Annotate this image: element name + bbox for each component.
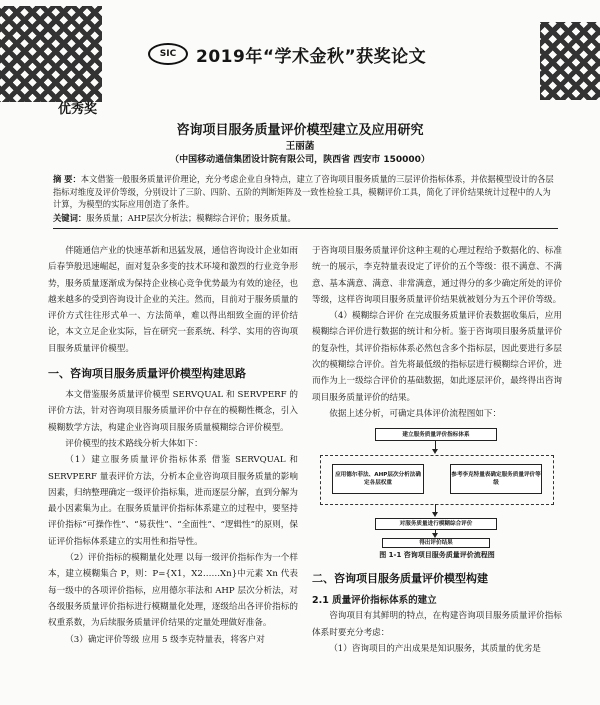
subsection-heading: 2.1 质量评价指标体系的建立 — [312, 595, 437, 607]
section-heading-2: 二、咨询项目服务质量评价模型构建 — [312, 572, 488, 586]
flow-box-result: 得出评价结果 — [382, 538, 490, 548]
section-heading-1: 一、咨询项目服务质量评价模型构建思路 — [48, 367, 246, 381]
banner-title: 2019年“学术金秋”获奖论文 — [196, 46, 427, 67]
left-column — [48, 243, 298, 648]
sic-logo-icon: SIC — [148, 43, 188, 65]
paragraph: 于咨询项目服务质量评价这种主观的心理过程给予数据化的、标准统一的展示，李克特量表设定了评价的五个等级：很不满意、不满意、基本满意、满意、非常满意，通过得分的多少确定所处的评价等级，这样咨询项目服务质量评价结果就被划分为五个评价等级。 — [312, 246, 562, 305]
abstract-label: 摘 要： — [53, 174, 81, 184]
decorative-hatch-right — [540, 22, 600, 100]
right-column — [312, 243, 562, 657]
paragraph: （2）评价指标的模糊量化处理 以每一级评价指标作为一个样本，建立模糊集合 P，则：P={X1，X2……Xn}中元素 Xn 代表每一级中的各项评价指标，应用德尔菲法和 AHP 层次分析法，对各级服务质量评价指标进行模糊量化处理，逐级给出各评价指标的权重系数，为后续服务质量评价结果的定量处理做好准备。 — [48, 553, 298, 629]
abstract — [53, 173, 558, 211]
figure-caption: 图 1-1 咨询项目服务质量评价流程图 — [379, 551, 495, 560]
decorative-hatch-left — [0, 6, 102, 102]
journal-banner — [148, 42, 440, 66]
flow-arrow-icon — [432, 512, 438, 517]
paper-title: 咨询项目服务质量评价模型建立及应用研究 — [176, 123, 424, 138]
abstract-divider — [53, 228, 558, 229]
flow-box-fuzzy-evaluation: 对服务质量进行模糊综合评价 — [375, 518, 497, 530]
keywords-text: 服务质量；AHP层次分析法；模糊综合评价；服务质量。 — [86, 213, 296, 223]
keywords — [53, 212, 558, 224]
flow-box-weights: 应用德尔菲法、AHP层次分析法确定各层权重 — [332, 464, 424, 494]
paragraph: 本文借鉴服务质量评价模型 SERVQUAL 和 SERVPERF 的评价方法，针对咨询项目服务质量评价中存在的模糊性概念，引入模糊数学方法，构建企业咨询项目服务质量模糊综合评价模型。 — [48, 390, 298, 433]
flow-box-indicator-system: 建立服务质量评价指标体系 — [375, 428, 497, 441]
paragraph: （1）建立服务质量评价指标体系 借鉴 SERVQUAL 和 SERVPERF 量表评价方法，分析本企业咨询项目服务质量的影响因素，归纳整理确定一级评价指标集，进而逐层分解，直到分解为最小因素集为止。在服务质量评价指标体系建立的过程中，要坚持评价指标“可操作性”、“易获性”、“全面性”、“逻辑性”的原则，保证评价指标体系建立的实用性和指导性。 — [48, 455, 298, 547]
evaluation-flowchart — [320, 428, 556, 546]
flow-arrow-icon — [432, 449, 438, 454]
paragraph: （4）模糊综合评价 在完成服务质量评价表数据收集后，应用模糊综合评价进行数据的统计和分析。鉴于咨询项目服务质量评价的复杂性，其评价指标体系必然包含多个指标层，因此要进行多层次的模糊综合评价。首先将最低级的指标层进行模糊综合评价，进而作为上一级综合评价的基础数据，如此逐层评价，最终得出咨询项目服务质量评价的结果。 — [312, 311, 562, 403]
paragraph: 伴随通信产业的快速革新和迅猛发展，通信咨询设计企业如雨后春笋般迅速崛起，面对复杂多变的技术环境和激烈的行业竞争形势，服务质量逐渐成为保持企业核心竞争优势最为有效的途径，也越来越多的受到咨询设计企业的关注。然而，目前对于服务质量的评价方式往往形式单一、方法简单，难以得出细致全面的评价结论，本文立足企业实际，旨在研究一套系统、科学、实用的咨询项目服务质量评价模型。 — [48, 246, 298, 354]
keywords-label: 关键词： — [53, 213, 87, 223]
paragraph: （1）咨询项目的产出成果是知识服务，其质量的优劣是 — [329, 643, 541, 654]
flow-box-rating-levels: 参考李克特量表确定服务质量评价等级 — [450, 464, 542, 494]
author-affiliation: （中国移动通信集团设计院有限公司，陕西省 西安市 150000） — [170, 155, 430, 165]
award-label: 优秀奖 — [58, 102, 98, 117]
paragraph: 依据上述分析，可确定具体评价流程图如下： — [329, 408, 502, 419]
abstract-text: 本文借鉴一般服务质量评价理论，充分考虑企业自身特点，建立了咨询项目服务质量的三层评价指标体系，并依据模型设计的各层指标对维度及评价等级，分别设计了三阶、四阶、五阶的判断矩阵及一致性检验工具，模糊评价工具，简化了评价结果统计过程中的人为计算，为模型的实际应用创造了条件。 — [53, 174, 554, 209]
author-name: 王丽菡 — [285, 141, 315, 152]
paragraph: 评价模型的技术路线分析大体如下： — [65, 438, 203, 449]
paragraph: 咨询项目有其鲜明的特点，在构建咨询项目服务质量评价指标体系时要充分考虑： — [312, 611, 562, 638]
paragraph: （3）确定评价等级 应用 5 级李克特量表，将客户对 — [65, 634, 265, 645]
